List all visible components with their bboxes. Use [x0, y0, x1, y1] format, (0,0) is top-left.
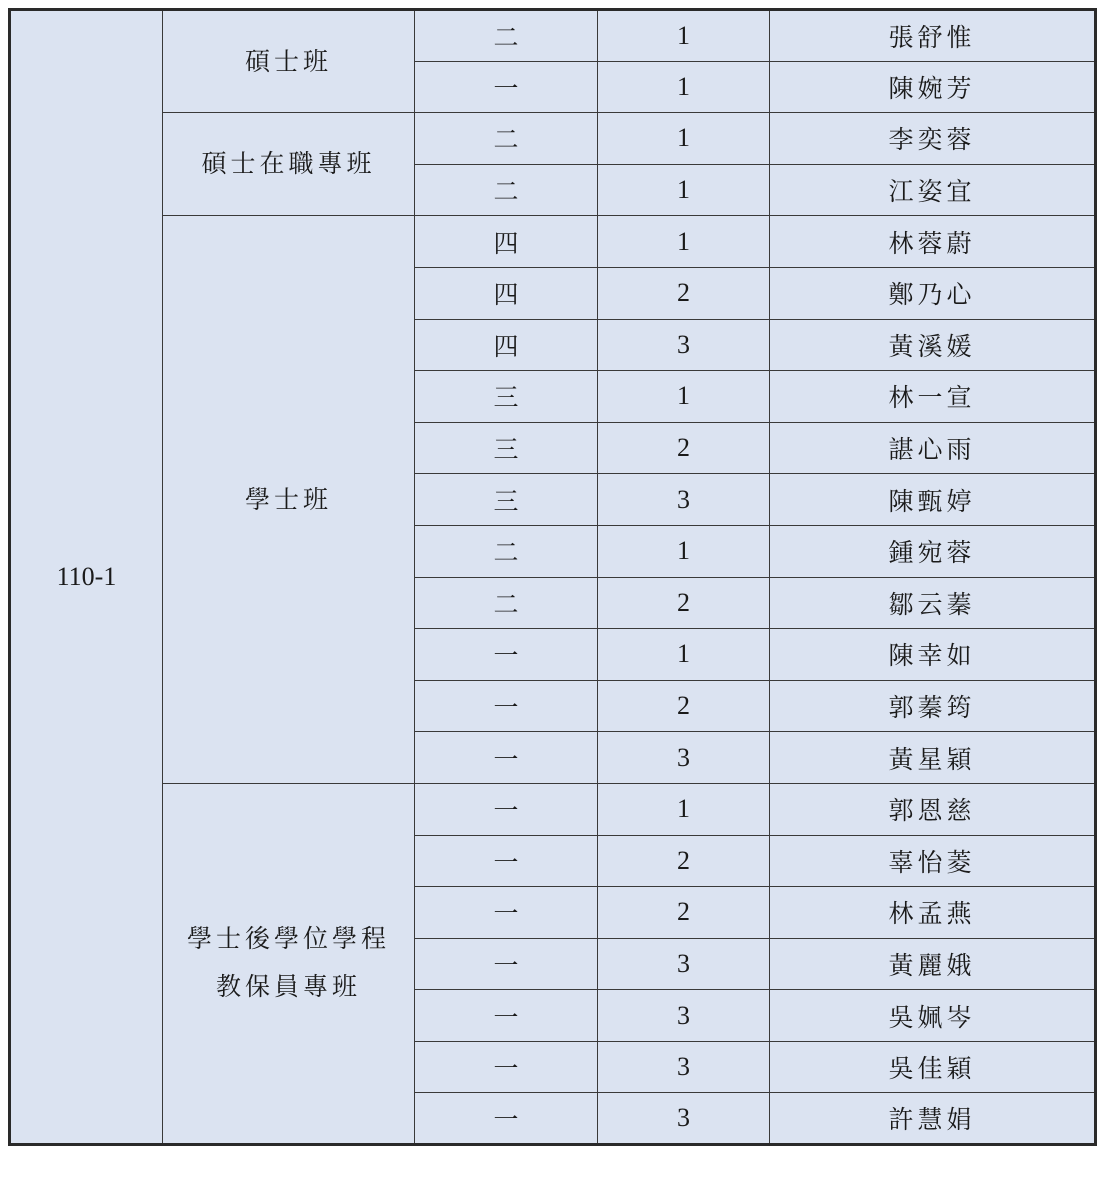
name-cell: 林孟燕: [770, 887, 1096, 939]
name-cell: 黃溪媛: [770, 319, 1096, 371]
name-cell: 江姿宜: [770, 164, 1096, 216]
class-cell: 2: [598, 422, 770, 474]
program-cell: [163, 10, 415, 113]
program-cell: [163, 783, 415, 1144]
name-cell: 鍾宛蓉: [770, 525, 1096, 577]
year-cell: 一: [415, 1041, 598, 1093]
class-cell: 3: [598, 1093, 770, 1145]
class-cell: 3: [598, 1041, 770, 1093]
class-cell: 1: [598, 113, 770, 165]
class-cell: 2: [598, 887, 770, 939]
table-row: [10, 783, 1096, 835]
class-cell: 1: [598, 629, 770, 681]
class-cell: 2: [598, 577, 770, 629]
program-cell: [163, 216, 415, 784]
semester-cell: 110-1: [10, 10, 163, 1145]
name-cell: 鄭乃心: [770, 267, 1096, 319]
name-cell: 吳姵岑: [770, 990, 1096, 1042]
name-cell: 林一宣: [770, 371, 1096, 423]
name-cell: 李奕蓉: [770, 113, 1096, 165]
program-cell: [163, 113, 415, 216]
class-cell: 1: [598, 61, 770, 113]
program-name-line: 學士後學位學程: [186, 924, 390, 954]
year-cell: 一: [415, 887, 598, 939]
year-cell: 三: [415, 474, 598, 526]
year-cell: 二: [415, 577, 598, 629]
year-cell: 一: [415, 61, 598, 113]
name-cell: 辜怡菱: [770, 835, 1096, 887]
year-cell: 一: [415, 835, 598, 887]
table-row: [10, 216, 1096, 268]
class-cell: 1: [598, 783, 770, 835]
name-cell: 陳幸如: [770, 629, 1096, 681]
class-cell: 1: [598, 216, 770, 268]
name-cell: 郭恩慈: [770, 783, 1096, 835]
class-cell: 1: [598, 10, 770, 62]
class-cell: 3: [598, 938, 770, 990]
name-cell: 諶心雨: [770, 422, 1096, 474]
program-name-line: 碩士班: [244, 46, 332, 76]
class-cell: 1: [598, 164, 770, 216]
program-name-line: 碩士在職專班: [201, 149, 376, 179]
class-cell: 2: [598, 680, 770, 732]
program-name-line: 教保員專班: [215, 972, 361, 1002]
class-cell: 3: [598, 319, 770, 371]
name-cell: 林蓉蔚: [770, 216, 1096, 268]
year-cell: 一: [415, 1093, 598, 1145]
year-cell: 四: [415, 216, 598, 268]
name-cell: 陳婉芳: [770, 61, 1096, 113]
year-cell: 二: [415, 10, 598, 62]
year-cell: 四: [415, 319, 598, 371]
roster-table-body: [10, 10, 1096, 1145]
name-cell: 吳佳穎: [770, 1041, 1096, 1093]
year-cell: 四: [415, 267, 598, 319]
year-cell: 一: [415, 629, 598, 681]
table-row: [10, 10, 1096, 62]
year-cell: 三: [415, 371, 598, 423]
class-cell: 1: [598, 525, 770, 577]
class-cell: 3: [598, 990, 770, 1042]
year-cell: 一: [415, 732, 598, 784]
class-cell: 3: [598, 474, 770, 526]
class-cell: 2: [598, 835, 770, 887]
year-cell: 二: [415, 113, 598, 165]
name-cell: 陳甄婷: [770, 474, 1096, 526]
name-cell: 鄒云蓁: [770, 577, 1096, 629]
year-cell: 一: [415, 990, 598, 1042]
name-cell: 許慧娟: [770, 1093, 1096, 1145]
roster-table-wrapper: [8, 8, 1097, 1146]
name-cell: 黃麗娥: [770, 938, 1096, 990]
roster-table: [8, 8, 1097, 1146]
class-cell: 1: [598, 371, 770, 423]
year-cell: 三: [415, 422, 598, 474]
name-cell: 郭蓁筠: [770, 680, 1096, 732]
program-name-line: 學士班: [244, 484, 332, 514]
year-cell: 一: [415, 938, 598, 990]
year-cell: 二: [415, 525, 598, 577]
name-cell: 黃星穎: [770, 732, 1096, 784]
class-cell: 2: [598, 267, 770, 319]
class-cell: 3: [598, 732, 770, 784]
name-cell: 張舒惟: [770, 10, 1096, 62]
table-row: [10, 113, 1096, 165]
year-cell: 一: [415, 783, 598, 835]
year-cell: 二: [415, 164, 598, 216]
year-cell: 一: [415, 680, 598, 732]
